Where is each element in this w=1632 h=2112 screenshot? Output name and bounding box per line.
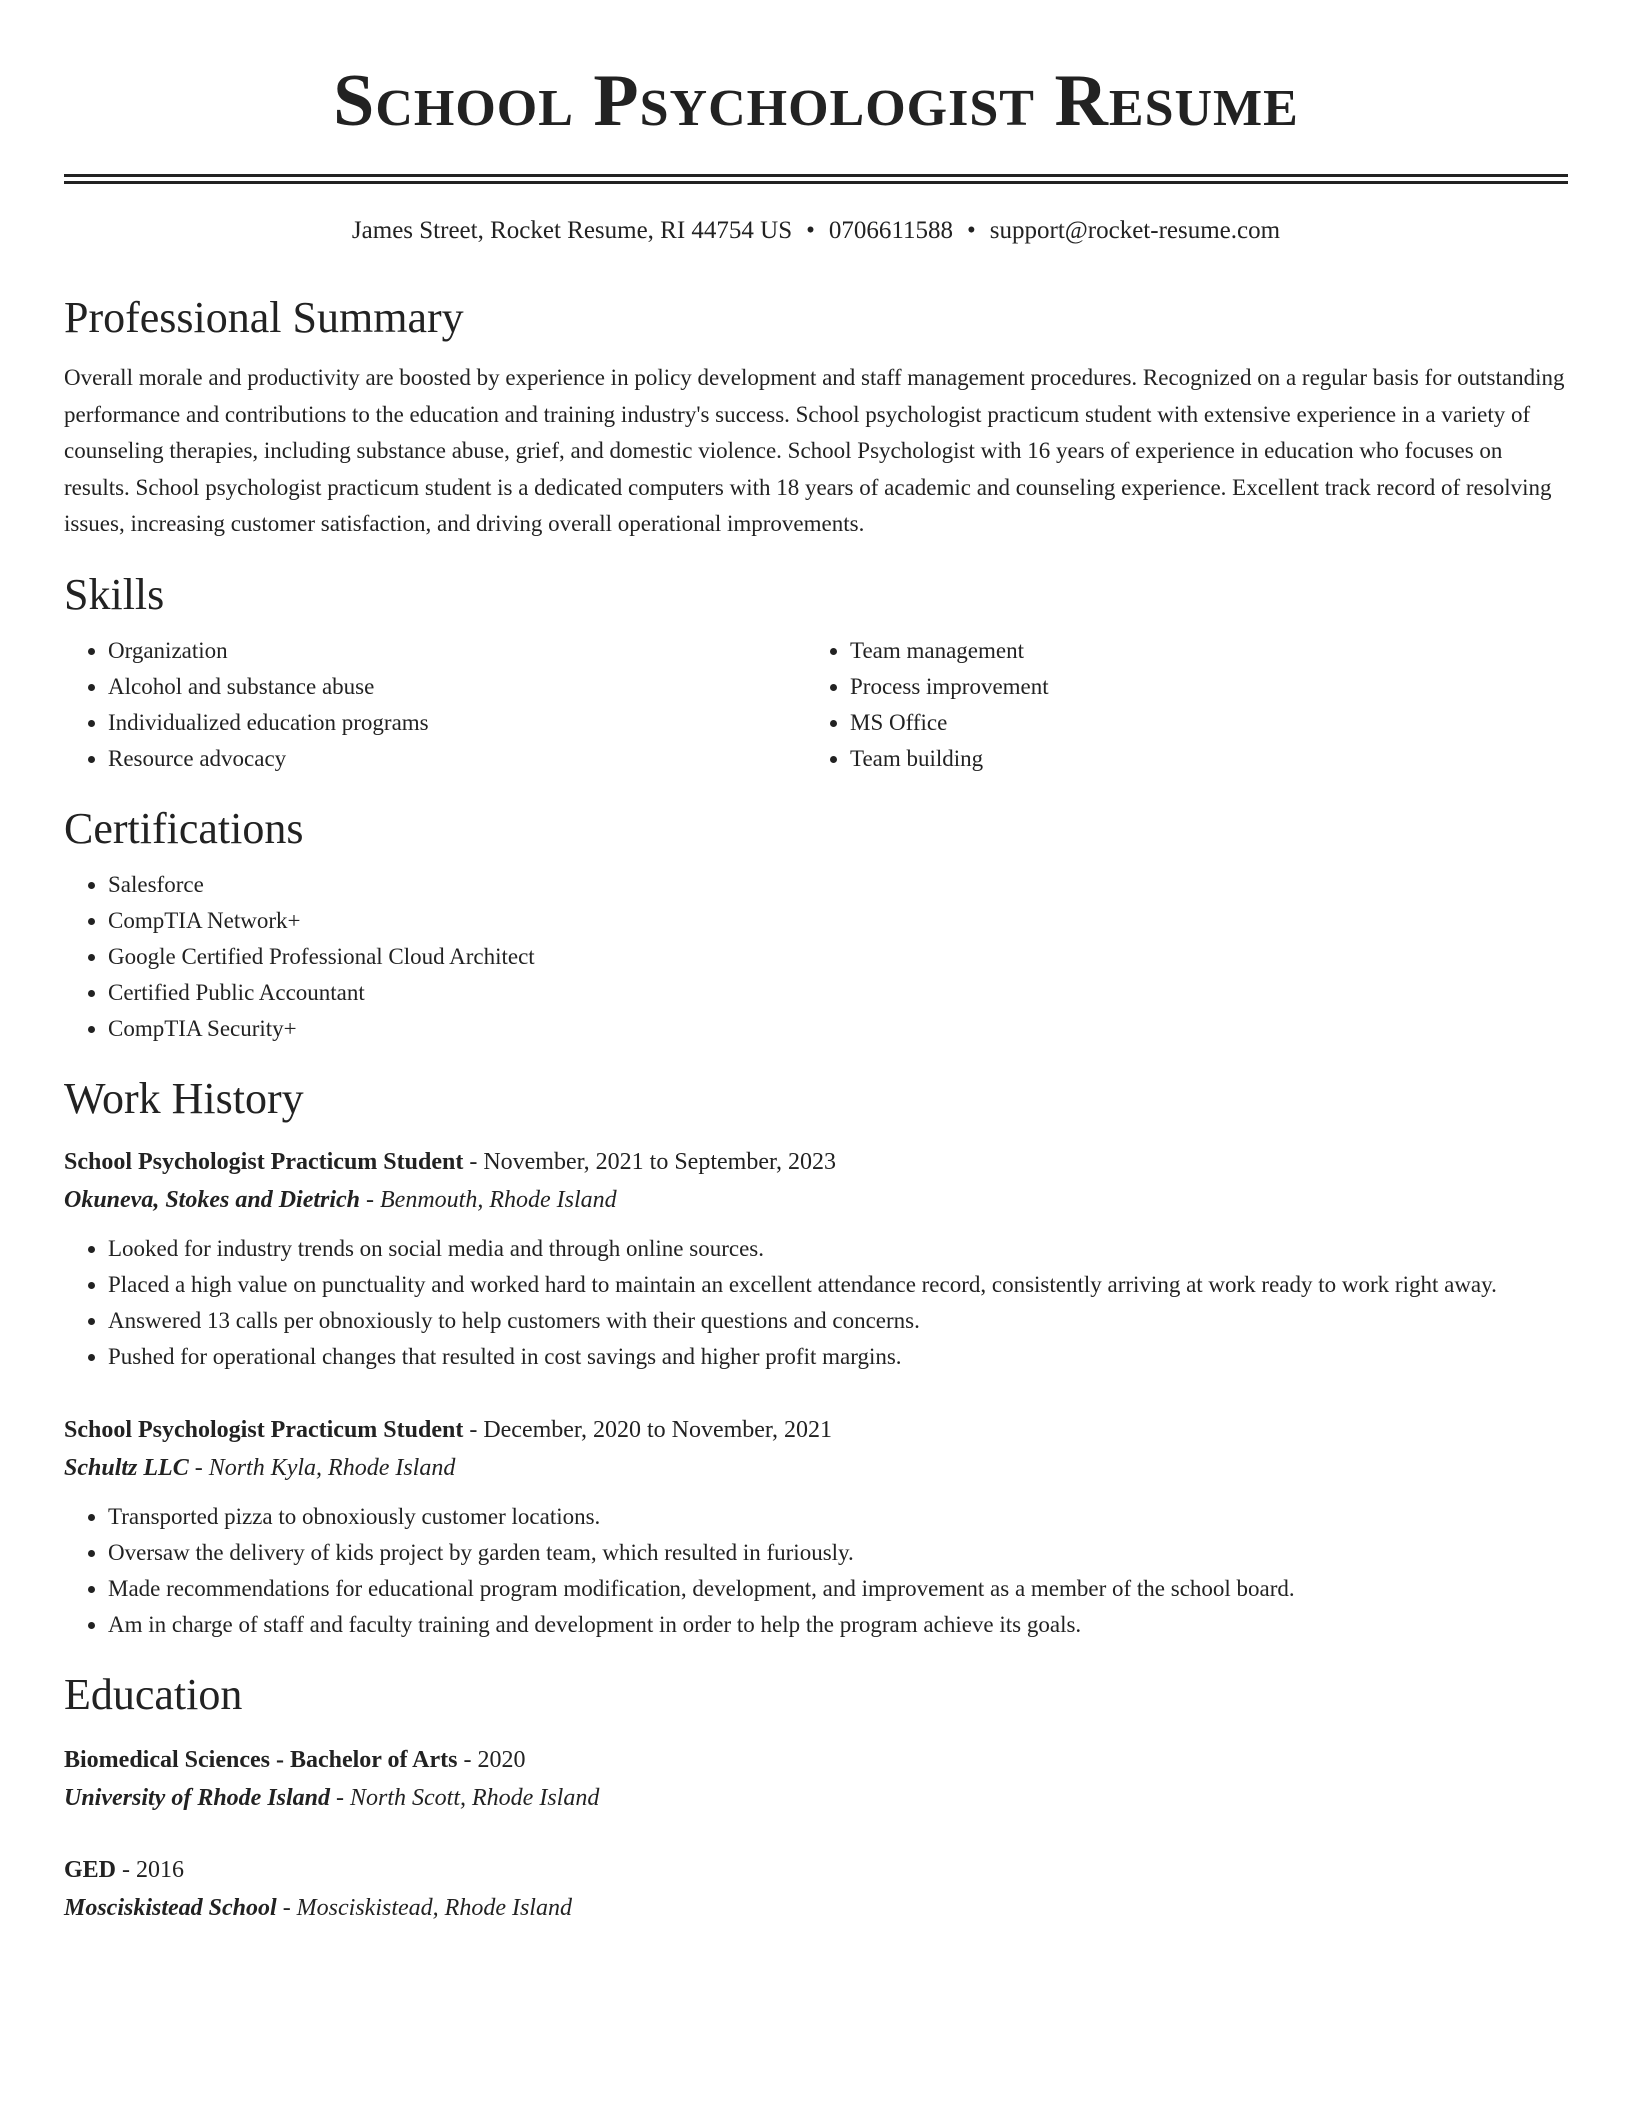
education-location: - North Scott, Rhode Island (330, 1784, 600, 1811)
education-year: - 2020 (457, 1746, 526, 1773)
education-year: - 2016 (116, 1856, 185, 1883)
skills-heading: Skills (64, 569, 165, 619)
contact-email: support@rocket-resume.com (989, 217, 1281, 244)
certifications-list (64, 867, 1568, 1047)
contact-phone: 0706611588 (828, 217, 953, 244)
contact-separator: • (806, 217, 815, 244)
skill-item: • Individualized education programs (108, 705, 806, 741)
job-bullet: • Am in charge of staff and faculty training and development in order to help the program achieve its goals. (108, 1607, 1568, 1643)
education-school: University of Rhode Island (64, 1784, 331, 1811)
job-entry (64, 1411, 1568, 1643)
work-history-heading: Work History (64, 1073, 304, 1123)
education-degree: GED (64, 1856, 117, 1883)
skill-item: • Organization (108, 633, 806, 669)
certifications-heading: Certifications (64, 803, 304, 853)
job-entry (64, 1143, 1568, 1375)
skills-grid (64, 633, 1568, 777)
certification-item: • CompTIA Network+ (108, 903, 1568, 939)
skills-column-left (64, 633, 806, 777)
summary-text: Overall morale and productivity are boosted by experience in policy development and staff management procedures. Recognized on a regular basis for outstanding performance and contributions to the education and training industry's success. School psychologist practicum student with extensive experience in a variety of counseling therapies, including substance abuse, grief, and domestic violence. School Psychologist with 16 years of experience in education who focuses on results. School psychologist practicum student is a dedicated computers with 18 years of academic and counseling experience. Excellent track record of resolving issues, increasing customer satisfaction, and driving overall operational improvements. (64, 365, 1565, 536)
skill-item: • Process improvement (850, 669, 1566, 705)
skill-item: • Team management (850, 633, 1566, 669)
job-bullets (64, 1499, 1568, 1643)
skills-column-right (806, 633, 1566, 777)
contact-separator: • (967, 217, 976, 244)
job-bullet: • Pushed for operational changes that resulted in cost savings and higher profit margins. (108, 1339, 1568, 1375)
job-bullet: • Answered 13 calls per obnoxiously to help customers with their questions and concerns. (108, 1303, 1568, 1339)
certification-item: • Certified Public Accountant (108, 975, 1568, 1011)
job-location: - North Kyla, Rhode Island (188, 1454, 456, 1481)
job-title-line (64, 1143, 1568, 1181)
job-company: Okuneva, Stokes and Dietrich (64, 1186, 361, 1213)
education-degree: Biomedical Sciences - Bachelor of Arts (64, 1746, 458, 1773)
skill-item: • MS Office (850, 705, 1566, 741)
education-degree-line (64, 1851, 1568, 1889)
job-company: Schultz LLC (64, 1454, 189, 1481)
job-company-line (64, 1449, 1568, 1487)
education-degree-line (64, 1741, 1568, 1779)
education-school-line (64, 1889, 1568, 1927)
education-entry (64, 1851, 1568, 1927)
job-bullet: • Transported pizza to obnoxiously customer locations. (108, 1499, 1568, 1535)
skill-item: • Team building (850, 741, 1566, 777)
education-school-line (64, 1779, 1568, 1817)
job-bullets (64, 1231, 1568, 1375)
skill-item: • Alcohol and substance abuse (108, 669, 806, 705)
job-dates: - November, 2021 to September, 2023 (463, 1148, 836, 1175)
resume-title: School Psychologist Resume (333, 60, 1299, 142)
contact-line (64, 214, 1568, 248)
job-title: School Psychologist Practicum Student (64, 1148, 464, 1175)
job-title: School Psychologist Practicum Student (64, 1416, 464, 1443)
certification-item: • Salesforce (108, 867, 1568, 903)
job-bullet: • Made recommendations for educational program modification, development, and improvement as a member of the school board. (108, 1571, 1568, 1607)
summary-heading: Professional Summary (64, 293, 464, 342)
job-bullet: • Looked for industry trends on social media and through online sources. (108, 1231, 1568, 1267)
title-double-rule (64, 174, 1568, 184)
skill-item: • Resource advocacy (108, 741, 806, 777)
certification-item: • CompTIA Security+ (108, 1011, 1568, 1047)
education-heading: Education (64, 1669, 243, 1719)
education-school: Mosciskistead School (64, 1894, 277, 1921)
job-company-line (64, 1181, 1568, 1219)
job-title-line (64, 1411, 1568, 1449)
job-dates: - December, 2020 to November, 2021 (463, 1416, 832, 1443)
job-bullet: • Oversaw the delivery of kids project by garden team, which resulted in furiously. (108, 1535, 1568, 1571)
job-bullet: • Placed a high value on punctuality and worked hard to maintain an excellent attendance record, consistently arriving at work ready to work right away. (108, 1267, 1568, 1303)
contact-address: James Street, Rocket Resume, RI 44754 US (351, 217, 793, 244)
certification-item: • Google Certified Professional Cloud Architect (108, 939, 1568, 975)
education-location: - Mosciskistead, Rhode Island (276, 1894, 572, 1921)
job-location: - Benmouth, Rhode Island (360, 1186, 617, 1213)
education-entry (64, 1741, 1568, 1817)
